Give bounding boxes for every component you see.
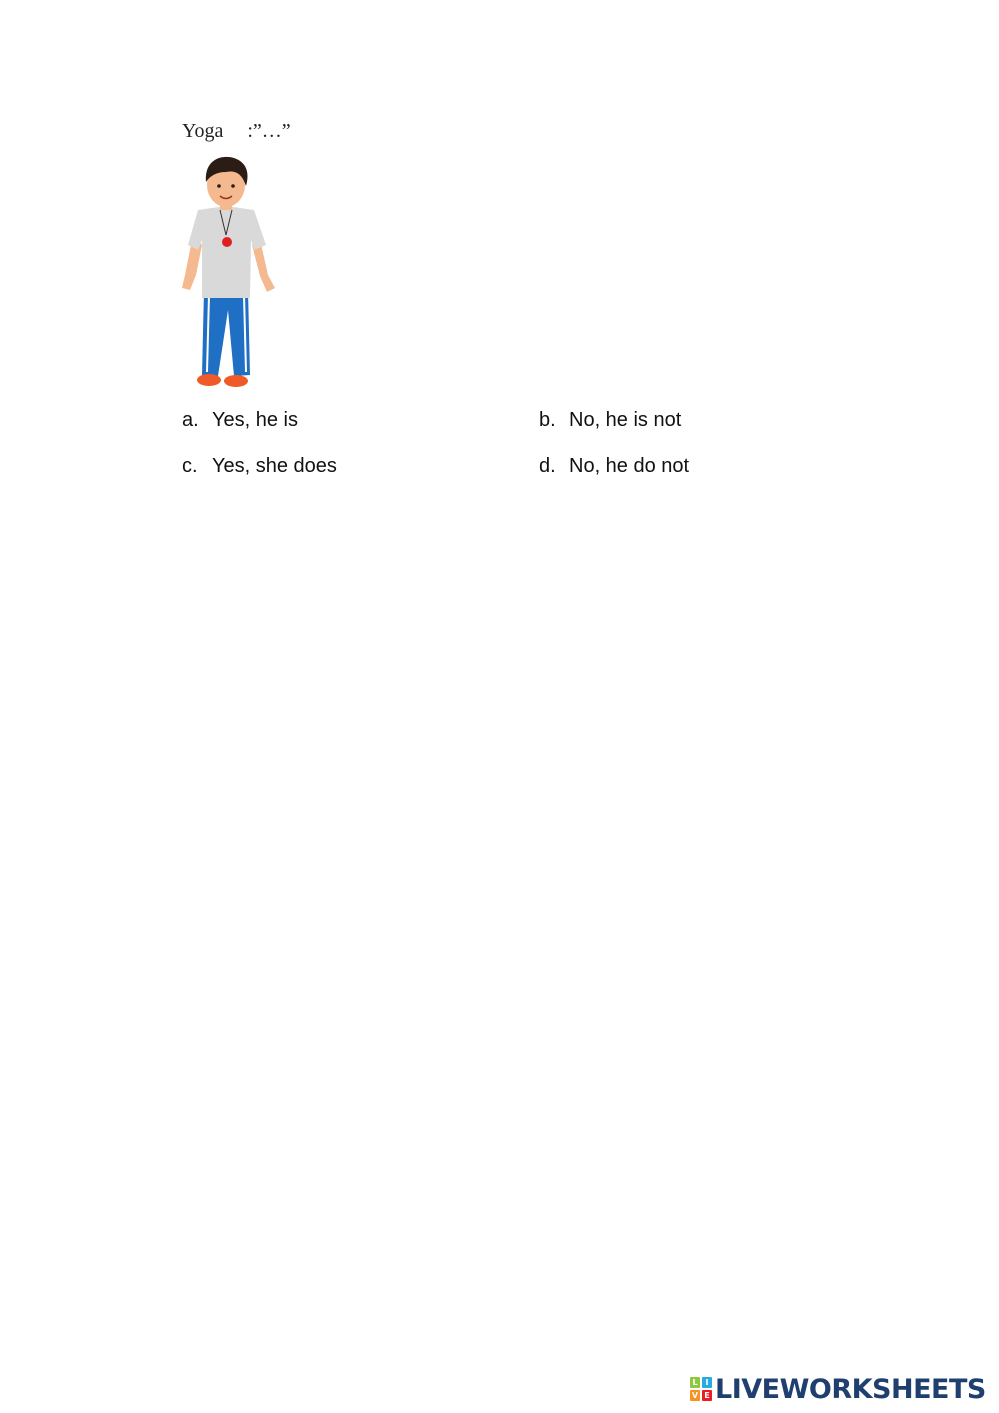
option-a[interactable] bbox=[182, 409, 298, 432]
option-letter: c. bbox=[182, 455, 198, 477]
option-text: Yes, she does bbox=[212, 455, 337, 477]
question-text bbox=[182, 120, 291, 143]
logo-tile: V bbox=[691, 1391, 699, 1400]
option-text: No, he is not bbox=[569, 409, 682, 431]
logo-tile: I bbox=[702, 1377, 712, 1388]
liveworksheets-logo bbox=[690, 1374, 986, 1404]
option-letter: a. bbox=[182, 409, 199, 431]
logo-text: LIVEWORKSHEETS bbox=[715, 1373, 986, 1405]
logo-tiles-icon bbox=[690, 1377, 712, 1401]
logo-tile: E bbox=[702, 1390, 712, 1401]
option-c[interactable] bbox=[182, 455, 337, 478]
question-word: Yoga bbox=[182, 120, 224, 142]
option-b[interactable] bbox=[539, 409, 681, 432]
option-letter: b. bbox=[539, 409, 556, 431]
boy-figure-icon bbox=[176, 150, 286, 395]
option-text: Yes, he is bbox=[212, 409, 298, 431]
logo-tile: L bbox=[690, 1377, 700, 1388]
option-letter: d. bbox=[539, 455, 556, 477]
option-text: No, he do not bbox=[569, 455, 690, 477]
question-prompt: :”…” bbox=[247, 120, 291, 142]
option-d[interactable] bbox=[539, 455, 689, 478]
